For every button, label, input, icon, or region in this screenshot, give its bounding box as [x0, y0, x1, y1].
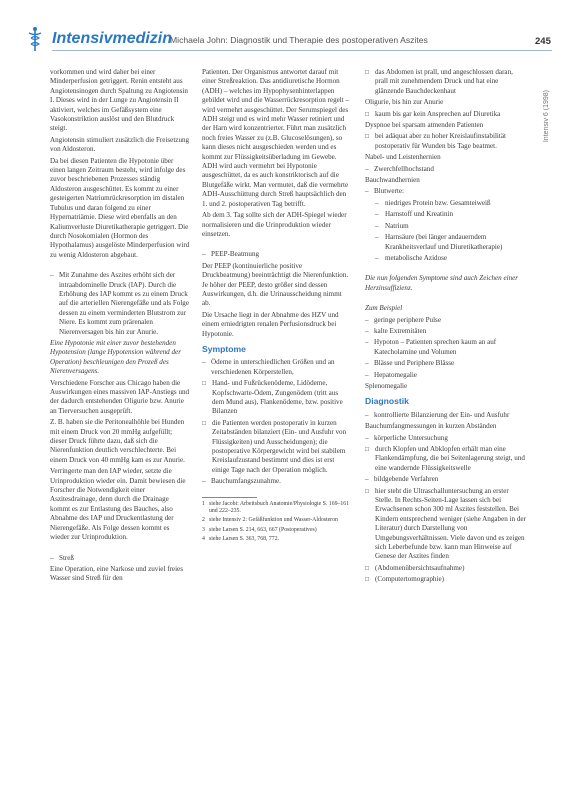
checkbox-item: □ durch Klopfen und Abklopfen erhält man eine Flankendämpfung, die bei Seitenlagerung steigt, und eine wandernde Flüssigkeitswelle — [365, 445, 527, 473]
page-header — [0, 0, 570, 62]
bullet-item: – Streß — [50, 554, 190, 563]
checkbox-item: □ Hand- und Fußrückenödeme, Lidödeme, Kopfschwarte-Ödem, Zungenödem (tritt aus dem Mund aus), Flankenödeme, bzw. positive Bilanzen — [202, 379, 350, 417]
sub-item: – Harnstoff und Kreatinin — [365, 210, 527, 219]
sub-item: – metabolische Azidose — [365, 254, 527, 263]
caduceus-icon — [25, 26, 45, 52]
sub-item: – Harnsäure (bei länger andauerndem Krankheitsverlauf und Diuretikatherapie) — [365, 233, 527, 252]
bullet-item: – bildgebende Verfahren — [365, 475, 527, 484]
bullet-item: – Hypoton – Patienten sprechen kaum an auf Katecholamine und Volumen — [365, 338, 527, 357]
page-number: 245 — [535, 36, 551, 47]
footnote: 4 siehe Larsen S. 363, 768, 772. — [202, 536, 280, 543]
checkbox-item: □ das Abdomen ist prall, und angeschlossen daran, prall mit zunehmendem Druck und hat eine glänzende Bauchdeckenhaut — [365, 68, 527, 96]
checkbox-item: □ kaum bis gar kein Ansprechen auf Diuretika — [365, 110, 527, 119]
footnote: 2 siehe Intensiv 2: Gefäßfunktion und Wasser-Aldosteron — [202, 517, 338, 524]
list-text: Bauchwandhernien — [365, 176, 420, 185]
footnote-rule — [202, 497, 257, 498]
list-text: Oligurie, bis hin zur Anurie — [365, 98, 444, 107]
paragraph: Eine Hypotonie mit einer zuvor bestehenden Hypotension (lange Hypotension während der Operation) beschleunigen den Prozeß des Nierenversagens. — [50, 338, 181, 376]
checkbox-item: □ hier steht die Ultraschalluntersuchung an erster Stelle. In Rechts-Seiten-Lage lassen sich bei Erwachsenen schon 300 ml Aszites feststellen. Bei Kindern entsprechend weniger (siehe Angaben in der Literatur) durch Darstellung von Umgebungsverhältnissen. Viele davon und es zeigen sich Leberbefunde bzw. kann man Hinweise auf Genese der Aszites finden — [365, 487, 527, 562]
sub-item: – niedriges Protein bzw. Gesamteiweiß — [365, 199, 527, 208]
list-text: Dyspnoe bei sparsam atmenden Patienten — [365, 121, 484, 130]
footnote: 1 siehe Jacobi: Arbeitsbuch Anatomie/Physiologie S. 169–161 und 222–235. — [202, 500, 350, 515]
paragraph: Der PEEP (kontinuierliche positive Druckbeatmung) beeinträchtigt die Nierenfunktion. Je höher der PEEP, desto größer sind dessen Auswirkungen, d.h. die Urinausscheidung nimmt ab. — [202, 261, 349, 308]
paragraph: vorkommen und wird daher bei einer Minderperfusion getriggert. Renin entsteht aus Angiotensinogen durch Spaltung zu Angiotensin I. Dieses wird in der Lunge zu Angiotensin II aktiviert, welches im Gefäßsystem eine Vasokonstriktion auslöst und den Blutdruck steigt. — [50, 68, 188, 133]
checkbox-item: □ die Patienten werden postoperativ in kurzen Zeitabständen bilanziert (Ein- und Ausfuhr von Flüssigkeiten) und Ausscheidungen); die postoperative Körpergewicht wird bei stabilem Kreislaufzustand bestimmt und dies ist erst einige Tage nach der Operation möglich. — [202, 419, 350, 475]
bullet-item: – geringe periphere Pulse — [365, 316, 527, 325]
list-text: Nabel- und Leistenhernien — [365, 153, 441, 162]
list-text: Splenomegalie — [365, 381, 408, 390]
heading-symptome: Symptome — [202, 343, 246, 354]
running-title: Michaela John: Diagnostik und Therapie des postoperativen Aszites — [170, 35, 428, 45]
bullet-item: – Blässe und Periphere Blässe — [365, 359, 527, 368]
paragraph: Ab dem 3. Tag sollte sich der ADH-Spiegel wieder normalisieren und die Urinproduktion wieder einsetzen. — [202, 211, 347, 238]
checkbox-item: □ (Computertomographie) — [365, 575, 527, 584]
paragraph: Verringerte man den IAP wieder, setzte die Urinproduktion wieder ein. Damit bewiesen die Forscher die Notwendigkeit einer Aszitesdrainage, denn durch die Drainage kommt es zur Entlastung des Bauches, also Abnahme des IAP und Druckentlastung der Nierengefäße. Als Folge dessen kommt es wieder zur Urinproduktion. — [50, 467, 186, 542]
checkbox-item: □ (Abdomenübersichtsaufnahme) — [365, 564, 527, 573]
paragraph: Patienten. Der Organismus antwortet darauf mit einer Streßreaktion. Das antidiuretische Hormon (ADH) – welches im Hypophysenhinterlappen gebildet wird und die Wasserrückresorption regelt – wird vermehrt ausgeschüttet. Der Serumspiegel des ADH steigt und es wird mehr Wasser retiniert und der Harn wird konzentrierter. Führt man zusätzlich noch freies Wasser zu (z.B. Glucoselösungen), so kann dieses nicht ausgeschieden werden und es kommt zur Flüssigkeitsüberladung im Gewebe. ADH wird auch vermehrt bei Hypotonie ausgeschüttet, da es auch konstriktorisch auf die Blutgefäße wirkt. Man vermutet, daß die vermehrte ADH-Ausschüttung durch Streß hauptsächlich den 1. und 2. postoperativen Tag betrifft. — [202, 68, 350, 208]
bullet-item: – Hepatomegalie — [365, 371, 527, 380]
column-2 — [202, 68, 350, 546]
heading-diagnostik: Diagnostik — [365, 396, 409, 407]
sub-item: – Natrium — [365, 222, 527, 231]
paragraph: Angiotensin stimuliert zusätzlich die Freisetzung von Aldosteron. — [50, 135, 190, 154]
bullet-item: – Bauchumfangszunahme. — [202, 477, 350, 486]
header-rule — [52, 50, 552, 51]
checkbox-item: □ bei adäquat aber zu hoher Kreislaufinstabilität postoperativ für Wunden bis Tage beatmet. — [365, 132, 527, 151]
bullet-item: – PEEP-Beatmung — [202, 250, 350, 259]
side-journal-label: Intensiv 6 (1998) — [543, 90, 550, 143]
bullet-item: – körperliche Untersuchung — [365, 434, 527, 443]
bullet-item: – Zwerchfellhochstand — [365, 165, 527, 174]
paragraph: Eine Operation, eine Narkose und zuviel freies Wasser sind Streß für den — [50, 564, 183, 583]
paragraph: Da bei diesen Patienten die Hypotonie über einen langen Zeitraum besteht, wird infolge des zuvor beschriebenen Prozesses ständig Aldosteron ausgeschüttet. Es kommt zu einer gesteigerten Natriumrückresorption im distalen Tubulus und daran folgend zu einer Hypernatriämie. Diese wird ebenfalls an den Kaliumverluste Diuretikatherapie getriggert. Die durch Nosokomialen (Hormon des Hypothalamus) ausgelöste Minderperfusion wird zu wenig Aldosteron abgebaut. — [50, 156, 190, 259]
subheading: Zum Beispiel — [365, 304, 403, 313]
paragraph: Die Ursache liegt in der Abnahme des HZV und einem erniedrigten renalen Perfusionsdruck bei Hypotonie. — [202, 310, 339, 338]
bullet-item: – Ödeme in unterschiedlichen Größen und an verschiedenen Körperstellen, — [202, 358, 350, 377]
paragraph: Verschiedene Forscher aus Chicago haben die Auswirkungen eines massiven IAP-Anstiegs und der dadurch entstehenden Oligurie bzw. Anurie an Tierversuchen ausgeprüft. — [50, 378, 190, 415]
bullet-item: – kalte Extremitäten — [365, 327, 527, 336]
bullet-item: – Blutwerte: — [365, 187, 527, 196]
bullet-item: – Mit Zunahme des Aszites erhöht sich der intraabdominelle Druck (IAP). Durch die Erhöhung des IAP kommt es zu einem Druck auf die arteriellen Nierengefäße und als Folge dessen zu einem verminderten Blutstrom zur Niere. Es kommt zum prärenalen Nierenversagen bis hin zur Anurie. — [50, 271, 190, 337]
journal-brand: Intensivmedizin — [52, 30, 173, 47]
footnote: 3 siehe Larsen S. 214, 663, 667 (Postoperatives) — [202, 526, 317, 533]
column-1 — [50, 68, 190, 586]
note-text: Die nun folgenden Symptome sind auch Zeichen einer Herzinsuffizienz. — [365, 274, 519, 292]
column-3 — [365, 68, 527, 587]
list-text: Bauchumfangmessungen in kurzen Abständen — [365, 422, 497, 431]
bullet-item: – kontrollierte Bilanzierung der Ein- und Ausfuhr — [365, 411, 527, 420]
paragraph: Z. B. haben sie die Peritonealhöhle bei Hunden mit einem Druck von 20 mmHg aufgefüllt; dieser Druck führte dazu, daß sich die Nierenfunktion deutlich verschlechterte. Bei einem Druck von 40 mmHg kam es zur Anurie. — [50, 418, 185, 464]
